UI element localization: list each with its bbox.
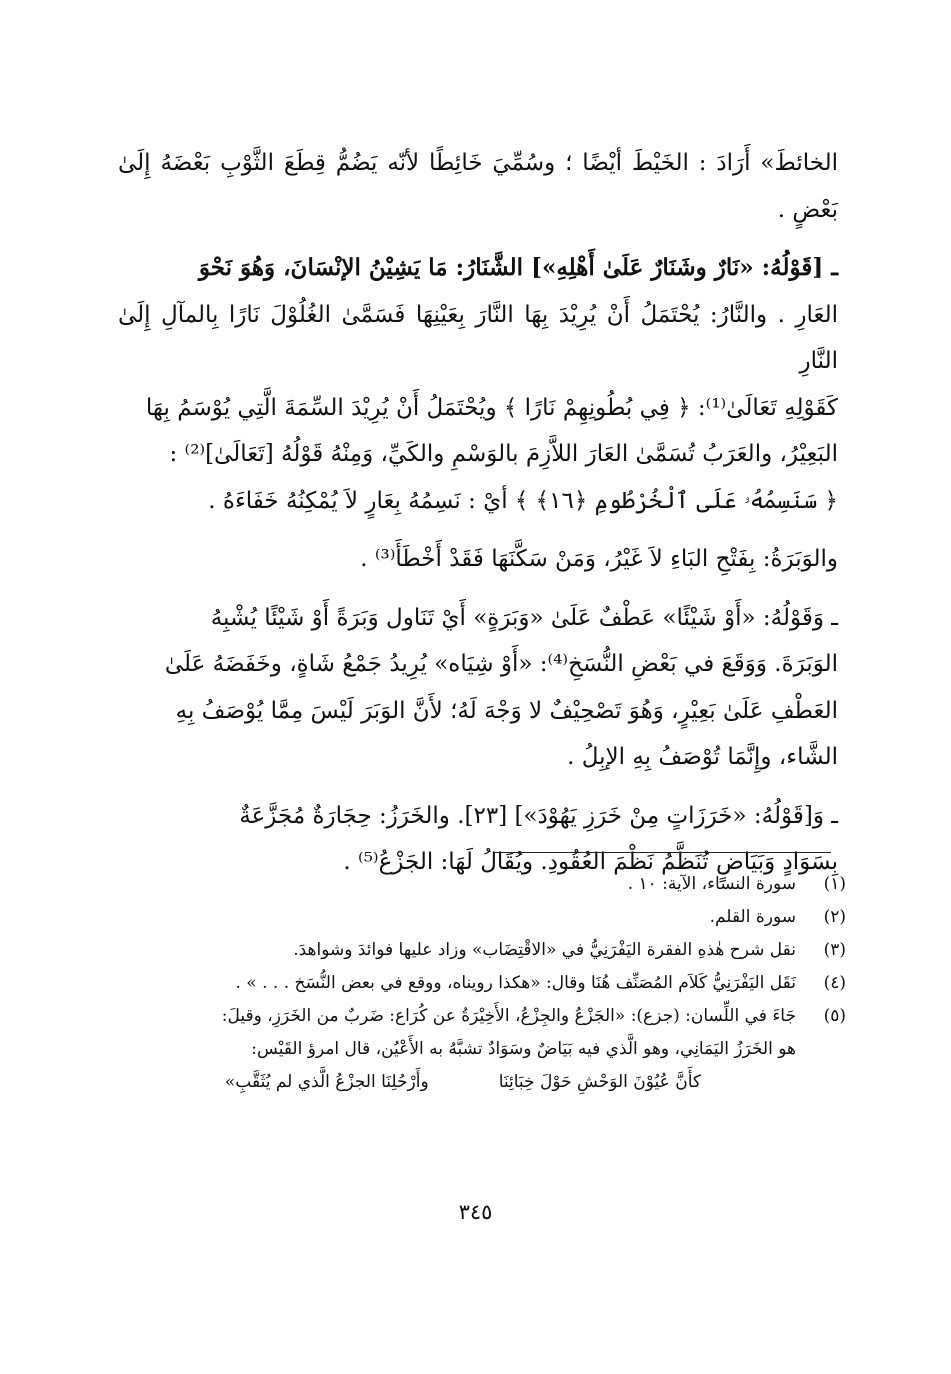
text-line: كَقَوْلِهِ تَعَالَىٰ⁽¹⁾: ﴿ فِي بُطُونِهِمْ نَارًا ﴾ ويُحْتَمَلُ أَنْ يُرِيْدَ السِّمَةَ الَّتِي يُوْسَمُ بِهَا [145,394,838,421]
text-line: الخائطَ» أَرَادَ : الخَيْطَ أيْضًا ؛ وسُمِّيَ خَائِطًا لأنّه يَضُمُّ قِطَعَ الثَّوْبِ بَعْضَهُ إِلَىٰ بَعْضٍ . [118,150,838,223]
footnote [118,1000,846,1099]
poetry-verse [118,1066,796,1099]
footnote-text: سورة القلم. [709,907,796,927]
footnote-number: (٤) [823,973,846,993]
text-line: البَعِيْرُ، والعَرَبُ تُسَمَّىٰ العَارَ اللاَّزِمَ بالوَسْمِ والكَيِّ، وَمِنْهُ قَوْلُهُ [تَعَالَىٰ]⁽²⁾ : [169,441,838,467]
footnote [118,901,846,934]
footnote-number: (٣) [823,940,846,960]
footnote-number: (١) [823,874,846,894]
footnote-line: جَاءَ في اللِّسان: (جزع): «الجَزْعُ والجِزْعُ، الأَخِيْرَةُ عن كُرَاع: ضَربٌ من الخَرَزِ، وقيلَ: [221,1006,796,1026]
text-line: بِسَوَادٍ وَبَيَاضٍ تُنَظَّمُ نَظْمَ العُقُودِ. ويُقَالُ لَهَا: الجَزْعُ⁽⁵⁾ . [343,849,838,875]
verse-hemistich-2: وأَرْحُلِنَا الجزْعُ الَّذي لم يُثَقَّبِ» [224,1072,429,1092]
text-line: والوَبَرَةُ: بِفَتْحِ البَاءِ لاَ غَيْرُ، وَمَنْ سَكَّنَهَا فَقَدْ أَخْطَأَ⁽³⁾ . [360,546,838,572]
footnote [118,934,846,967]
footnote-text: سورة النساء، الآية: ١٠ . [627,874,796,894]
text-line: ـ وَقَوْلُهُ: «أَوْ شَيْئًا» عَطْفٌ عَلَىٰ «وَبَرَةٍ» أَيْ تَنَاول وَبَرَةً أَوْ شَيْئًا يُشْبِهُ [210,604,838,631]
footnote [118,868,846,901]
text-line: الوَبَرَةَ. وَوَقَعَ في بَعْضِ النُّسَخِ⁽⁴⁾: «أَوْ شِيَاه» يُرِيدُ جَمْعُ شَاةٍ، وخَفَضَهُ عَلَىٰ [164,651,838,677]
verse-hemistich-1: كأَنَّ عُيُوْنَ الوَحْشِ حَوْلَ خِبَائِنَا [498,1072,701,1092]
text-line: العَطْفِ عَلَىٰ بَعِيْرٍ، وَهُوَ تَصْحِيْفٌ لا وَجْهَ لَهُ؛ لأَنَّ الوَبَرَ لَيْسَ مِمَّا يُوْصَفُ بِهِ [175,697,838,724]
text-line: العَارِ . والنَّارُ: يُحْتَمَلُ أَنْ يُرِيْدَ بِهَا النَّارَ بِعَيْنِهَا فَسَمَّىٰ الغُلُوْلَ نَارًا بِالمآلِ إِلَىٰ النَّارِ [118,301,838,374]
footnote-text: نَقَل اليَفْرَنِيُّ كَلاَم المُصَنِّف هُنَا وقال: «هكذا رويناه، ووقع في بعض النُّسَخ . . . » . [235,973,796,993]
text-line: الشَّاء، وإِنَّمَا تُوْصَفُ بِهِ الإبِلُ . [567,744,838,770]
footnote [118,967,846,1000]
footnote-number: (٥) [823,1006,846,1026]
footnote-line: هو الخَرَزُ اليَمَانِي، وهو الَّذي فيه بَيَاضٌ وسَوَادٌ تشبَّهُ به الأَعْيُن، قال امرؤ القَيْس: [251,1039,796,1059]
main-text [118,140,838,886]
text-line: ﴿ سَنَسِمُهُۥ عَلَى ٱلْخُرْطُومِ ﴿١٦﴾ ﴾ أيْ : نَسِمُهُ بِعَارٍ لاَ يُمْكِنُهُ خَفَاءَهُ . [208,487,838,514]
footnote-text [118,1000,796,1099]
footnote-text: نقل شرح هٰذهِ الفقرة اليَفْرَنِيُّ في «الاقْتِضَاب» وزاد عليها فوائدَ وشواهدَ. [293,940,796,960]
footnote-number: (٢) [823,907,846,927]
footnotes [118,868,846,1099]
text-line: ـ [قَوْلُهُ: «نَارٌ وشَنَارٌ عَلَىٰ أَهْلِهِ»] الشَّنَارُ: مَا يَشِيْنُ الإنْسَانَ، وَهُوَ نَحْوَ [198,254,838,281]
text-line: ـ وَ[قَوْلُهُ: «خَرَزَاتٍ مِنْ خَرَزِ يَهُوْدَ»] [٢٣]. والخَرَزُ: حِجَارَةٌ مُجَزَّعَةٌ [239,802,838,829]
footnote-divider [495,852,831,853]
page-number: ٣٤٥ [458,1200,493,1224]
